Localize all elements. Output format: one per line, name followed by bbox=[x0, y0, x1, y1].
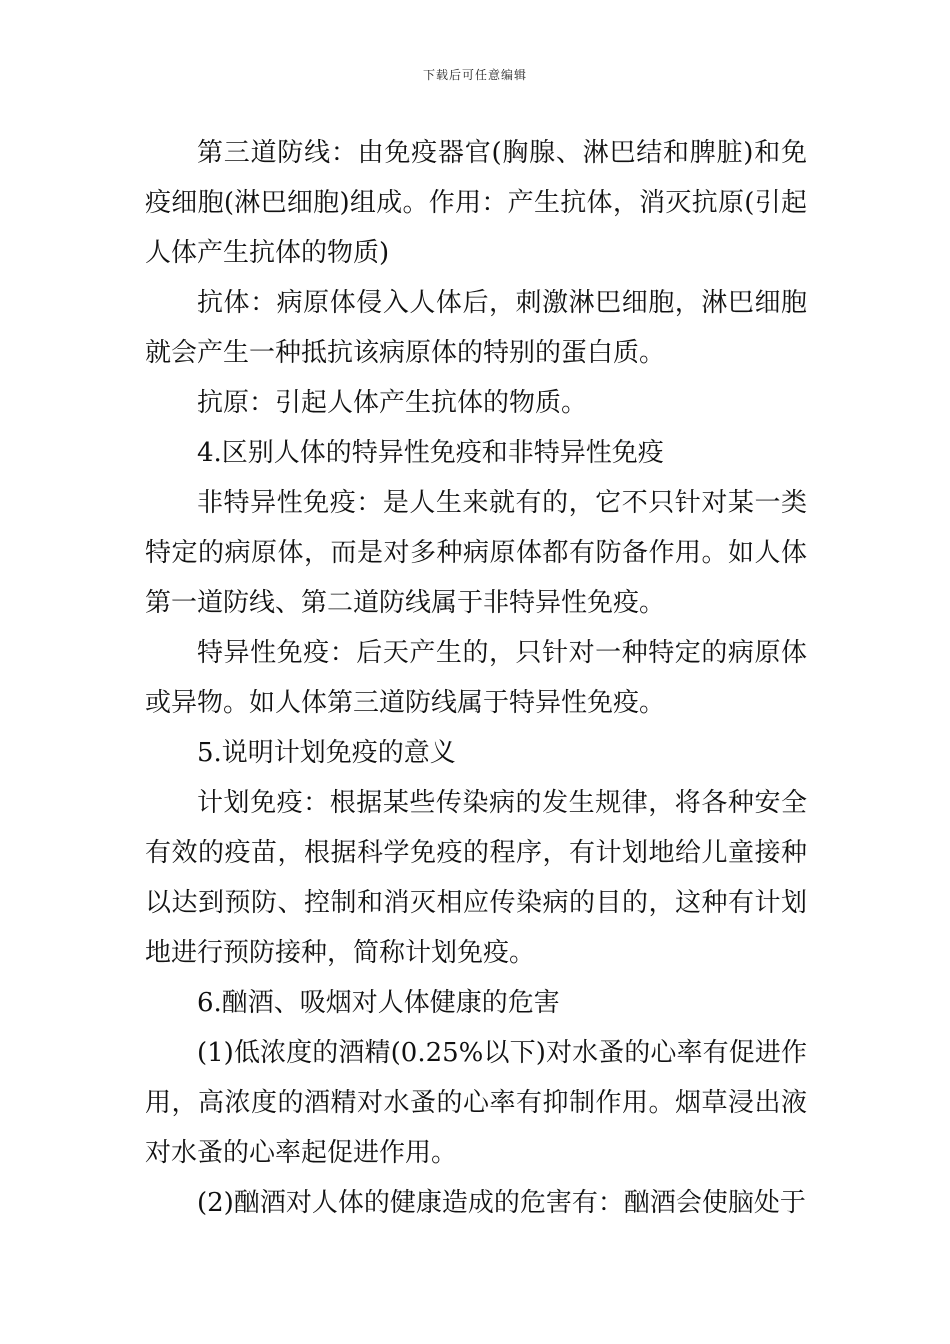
paragraph-planned-immunization: 计划免疫：根据某些传染病的发生规律，将各种安全有效的疫苗，根据科学免疫的程序，有计划地给儿童接种以达到预防、控制和消灭相应传染病的目的，这种有计划地进行预防接种，简称计划免疫。 bbox=[145, 788, 807, 968]
header-note: 下载后可任意编辑 bbox=[422, 68, 527, 82]
paragraph-alcohol-harm: (2)酗酒对人体的健康造成的危害有：酗酒会使脑处于 bbox=[197, 1188, 806, 1218]
paragraph-third-defense-line: 第三道防线：由免疫器官(胸腺、淋巴结和脾脏)和免疫细胞(淋巴细胞)组成。作用：产生抗体，消灭抗原(引起人体产生抗体的物质) bbox=[145, 138, 807, 268]
paragraph-specific-immunity: 特异性免疫：后天产生的，只针对一种特定的病原体或异物。如人体第三道防线属于特异性免疫。 bbox=[145, 638, 807, 718]
document-body bbox=[145, 128, 807, 1228]
paragraph-antibody: 抗体：病原体侵入人体后，刺激淋巴细胞，淋巴细胞就会产生一种抵抗该病原体的特别的蛋白质。 bbox=[145, 288, 807, 368]
paragraph-nonspecific-immunity: 非特异性免疫：是人生来就有的，它不只针对某一类特定的病原体，而是对多种病原体都有防备作用。如人体第一道防线、第二道防线属于非特异性免疫。 bbox=[145, 488, 807, 618]
section-heading-5: 5.说明计划免疫的意义 bbox=[197, 738, 456, 768]
paragraph-antigen: 抗原：引起人体产生抗体的物质。 bbox=[197, 388, 588, 418]
section-heading-4: 4.区别人体的特异性免疫和非特异性免疫 bbox=[197, 438, 664, 468]
paragraph-alcohol-water-flea: (1)低浓度的酒精(0.25%以下)对水蚤的心率有促进作用，高浓度的酒精对水蚤的心率有抑制作用。烟草浸出液对水蚤的心率起促进作用。 bbox=[145, 1038, 807, 1168]
section-heading-6: 6.酗酒、吸烟对人体健康的危害 bbox=[197, 988, 560, 1018]
